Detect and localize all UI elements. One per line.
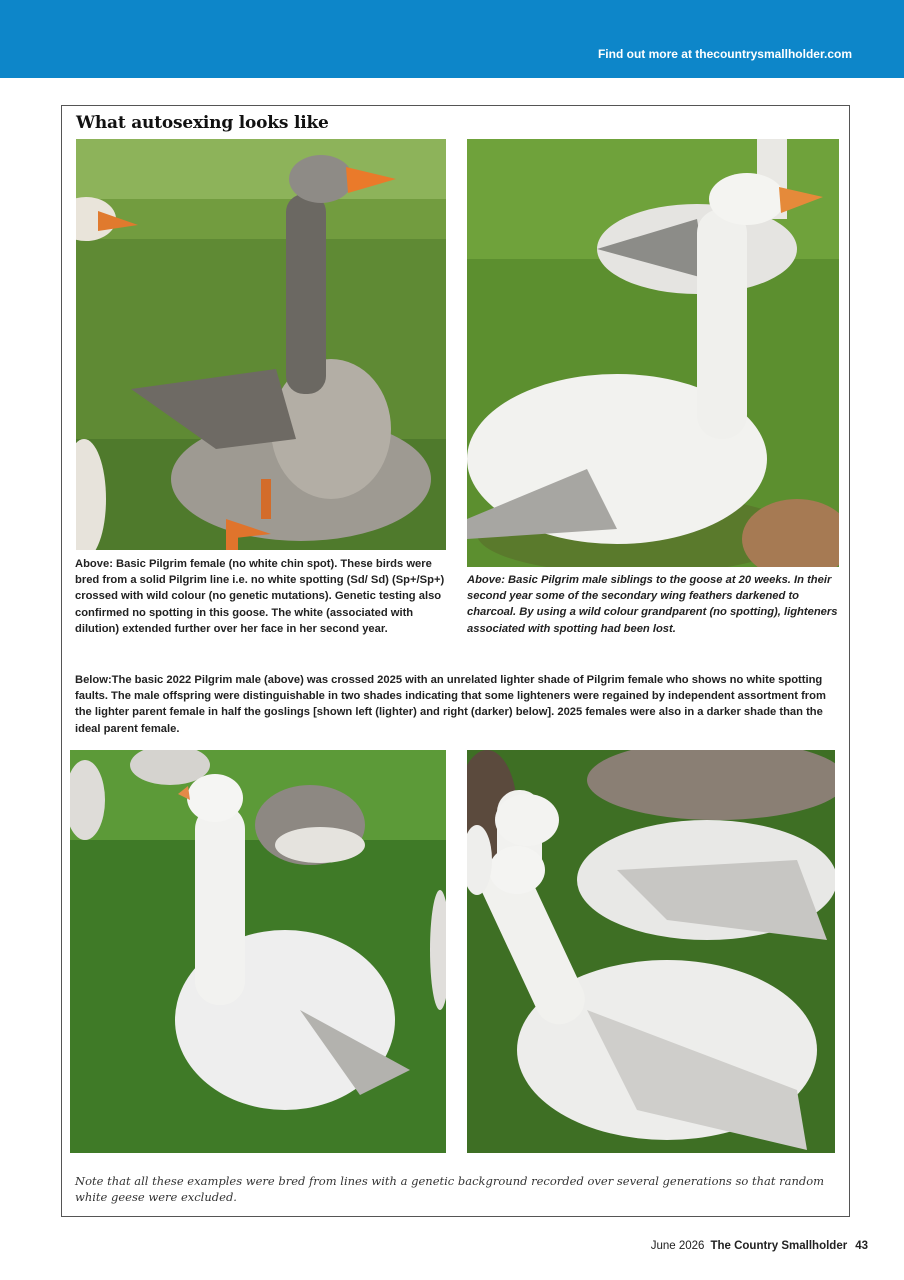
photo-white-pilgrim-male — [467, 139, 839, 567]
magazine-name: The Country Smallholder — [710, 1240, 848, 1252]
caption-top-left: Above: Basic Pilgrim female (no white chin spot). These birds were bred from a solid Pilgrim line i.e. no white spotting (Sd/ Sd) (Sp+/Sp+) crossed with wild colour (no genetic mutations). Genetic testing also confirmed no spotting in this goose. The white (associated with dilution) extended further over her face in her second year. — [75, 558, 445, 635]
footnote: Note that all these examples were bred from lines with a genetic background recorded over several generations so that random white geese were excluded. — [75, 1174, 825, 1204]
photo-white-geese-darker — [467, 750, 835, 1153]
page-number: 43 — [855, 1240, 868, 1252]
page-footer — [651, 1240, 868, 1252]
photo-white-goose-lighter — [70, 750, 446, 1153]
feature-title: What autosexing looks like — [76, 113, 329, 133]
issue-date: June 2026 — [650, 1240, 705, 1252]
website-link[interactable]: Find out more at thecountrysmallholder.com — [597, 47, 852, 61]
header-bar — [0, 0, 904, 78]
photo-grey-pilgrim-female — [76, 139, 446, 550]
caption-middle: Below:The basic 2022 Pilgrim male (above) was crossed 2025 with an unrelated lighter shade of Pilgrim female who shows no white spotting faults. The male offspring were distinguishable in two shades indicating that some lighteners were regained by independent assortment from the lighter parent female in half the goslings [shown left (lighter) and right (darker) below]. 2025 females were also in a darker shade than the ideal parent female. — [75, 674, 826, 735]
caption-top-right: Above: Basic Pilgrim male siblings to the goose at 20 weeks. In their second year some of the secondary wing feathers darkened to charcoal. By using a wild colour grandparent (no spotting), lighteners associated with spotting had been lost. — [467, 574, 838, 635]
